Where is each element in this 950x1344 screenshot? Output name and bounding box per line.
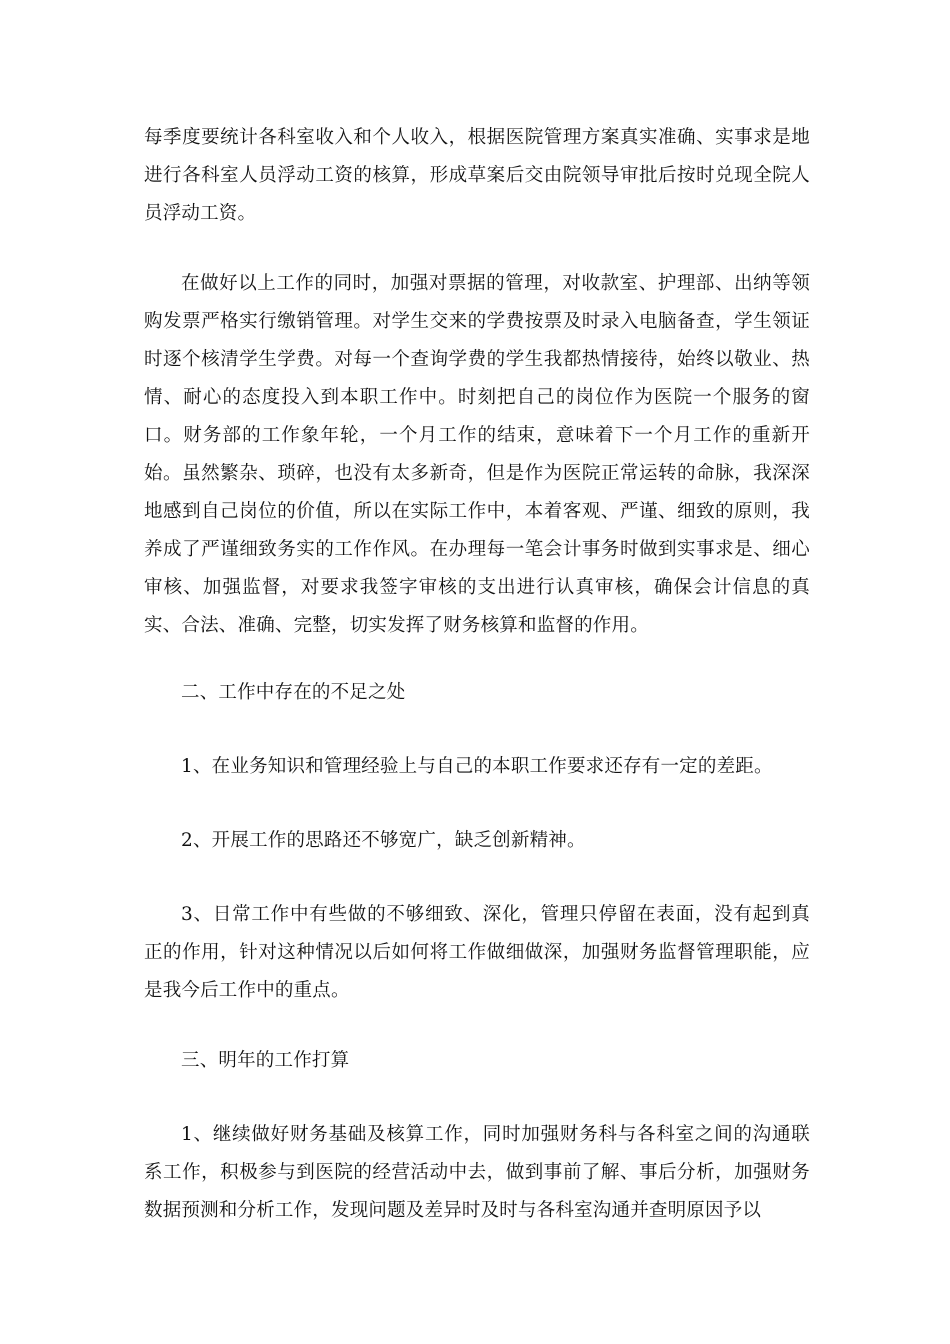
list-item-shortcoming-1: 1、在业务知识和管理经验上与自己的本职工作要求还存有一定的差距。 bbox=[181, 756, 773, 777]
list-item-plan-1: 1、继续做好财务基础及核算工作，同时加强财务科与各科室之间的沟通联系工作，积极参与到医院的经营活动中去，做到事前了解、事后分析，加强财务数据预测和分析工作，发现问题及差异时及时与各科室沟通并查明原因予以 bbox=[144, 1124, 810, 1221]
paragraph-bill-management: 在做好以上工作的同时，加强对票据的管理，对收款室、护理部、出纳等领购发票严格实行缴销管理。对学生交来的学费按票及时录入电脑备查，学生领证时逐个核清学生学费。对每一个查询学费的学生我都热情接待，始终以敬业、热情、耐心的态度投入到本职工作中。时刻把自己的岗位作为医院一个服务的窗口。财务部的工作象年轮，一个月工作的结束，意味着下一个月工作的重新开始。虽然繁杂、琐碎，也没有太多新奇，但是作为医院正常运转的命脉，我深深地感到自己岗位的价值，所以在实际工作中，本着客观、严谨、细致的原则，我养成了严谨细致务实的工作作风。在办理每一笔会计事务时做到实事求是、细心审核、加强监督，对要求我签字审核的支出进行认真审核，确保会计信息的真实、合法、准确、完整，切实发挥了财务核算和监督的作用。 bbox=[144, 273, 810, 636]
section-heading-next-year-plan: 三、明年的工作打算 bbox=[181, 1050, 350, 1071]
list-item-shortcoming-2: 2、开展工作的思路还不够宽广，缺乏创新精神。 bbox=[181, 830, 586, 851]
list-item-shortcoming-3: 3、日常工作中有些做的不够细致、深化，管理只停留在表面，没有起到真正的作用，针对这种情况以后如何将工作做细做深，加强财务监督管理职能，应是我今后工作中的重点。 bbox=[144, 904, 810, 1001]
paragraph-salary-accounting: 每季度要统计各科室收入和个人收入，根据医院管理方案真实准确、实事求是地进行各科室人员浮动工资的核算，形成草案后交由院领导审批后按时兑现全院人员浮动工资。 bbox=[144, 127, 810, 224]
section-heading-shortcomings: 二、工作中存在的不足之处 bbox=[181, 682, 406, 703]
